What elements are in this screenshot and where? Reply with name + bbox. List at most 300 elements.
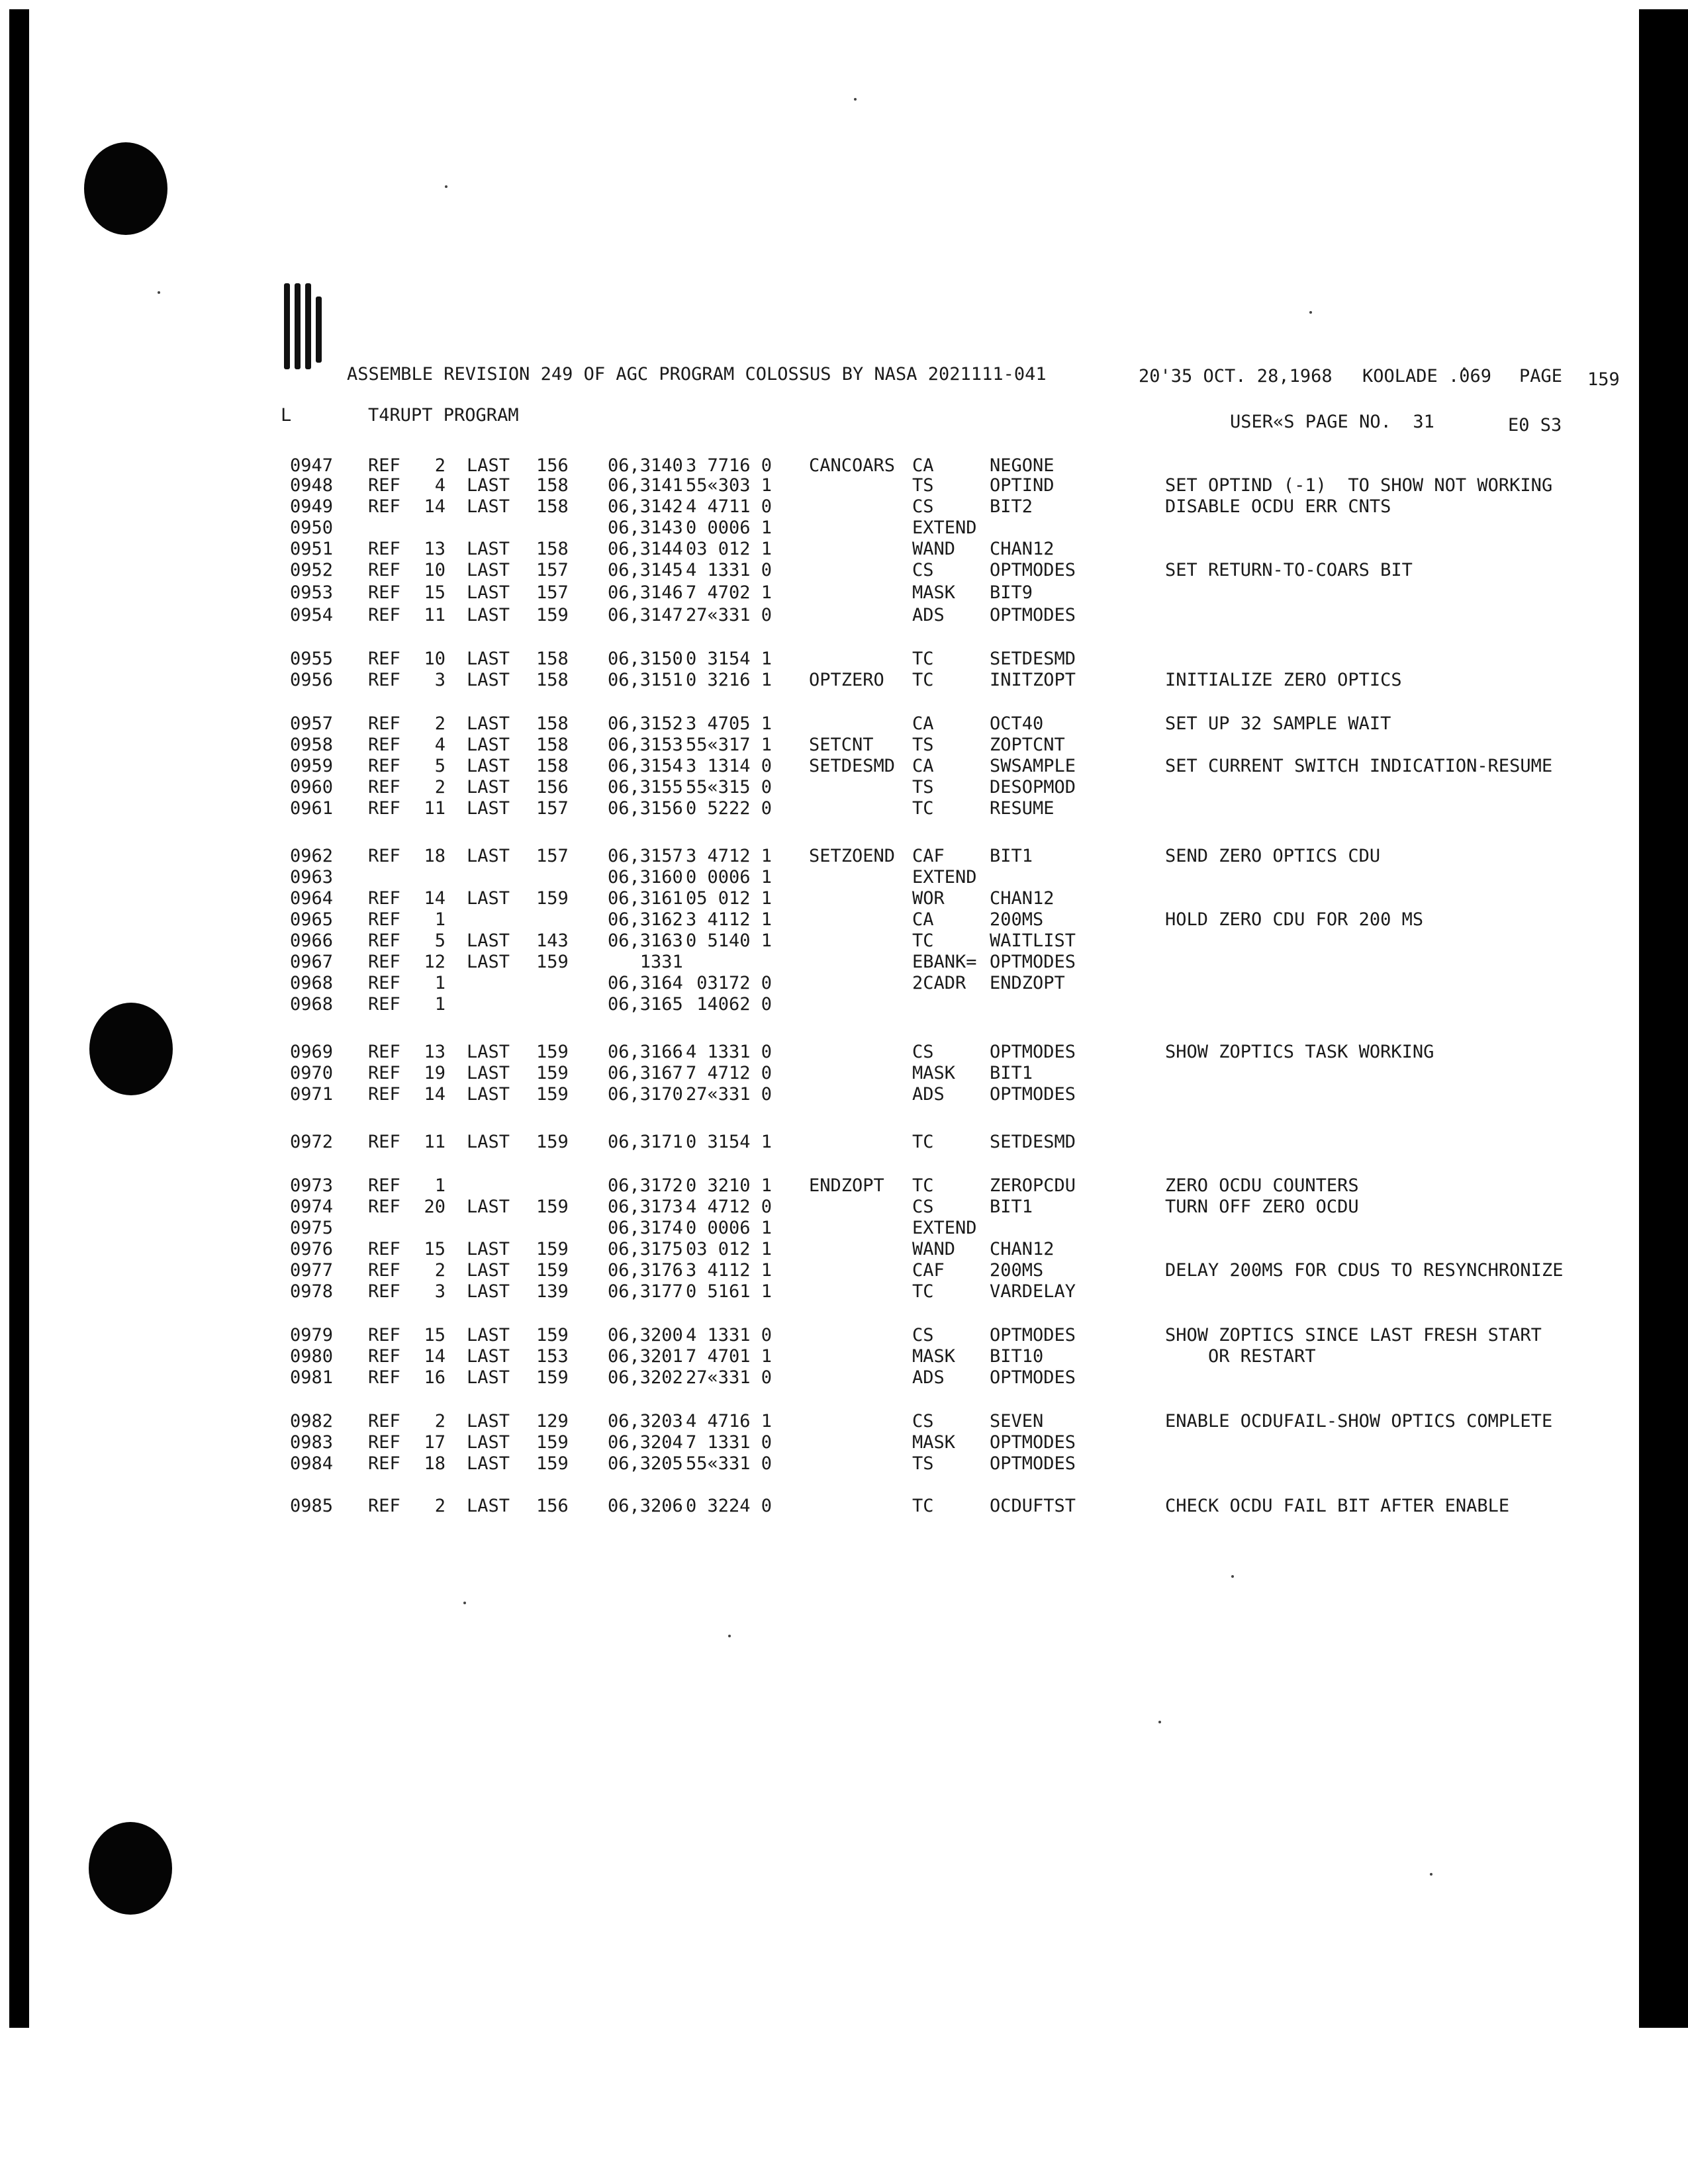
ref-marker: REF bbox=[368, 777, 400, 797]
octal-word: 05 012 1 bbox=[686, 888, 773, 909]
memory-address: 06,3147 bbox=[608, 605, 683, 625]
operand: BIT1 bbox=[990, 1197, 1033, 1217]
memory-address: 06,3144 bbox=[608, 539, 683, 559]
last-marker: LAST bbox=[467, 1084, 510, 1105]
operand: ZEROPCDU bbox=[990, 1175, 1076, 1196]
memory-address: 06,3167 bbox=[608, 1063, 683, 1083]
ref-marker: REF bbox=[368, 475, 400, 496]
ref-count: 12 bbox=[424, 952, 445, 972]
ref-count: 2 bbox=[434, 1496, 445, 1516]
operand: 200MS bbox=[990, 909, 1044, 930]
operand: OPTMODES bbox=[990, 1084, 1076, 1105]
last-marker: LAST bbox=[467, 846, 510, 866]
line-number: 0948 bbox=[290, 475, 334, 496]
last-page: 158 bbox=[536, 539, 569, 559]
ref-count: 13 bbox=[424, 1042, 445, 1062]
ref-count: 1 bbox=[434, 973, 445, 993]
last-page: 159 bbox=[536, 605, 569, 625]
last-page: 159 bbox=[536, 1063, 569, 1083]
line-number: 0974 bbox=[290, 1197, 334, 1217]
last-page: 159 bbox=[536, 1239, 569, 1259]
ref-count: 15 bbox=[424, 1239, 445, 1259]
last-marker: LAST bbox=[467, 1239, 510, 1259]
opcode: EXTEND bbox=[912, 867, 977, 887]
operand: DESOPMOD bbox=[990, 777, 1076, 797]
symbol-label: SETDESMD bbox=[809, 756, 896, 776]
opcode: ADS bbox=[912, 605, 945, 625]
last-page: 159 bbox=[536, 1432, 569, 1453]
ref-count: 3 bbox=[434, 1281, 445, 1302]
memory-address: 06,3161 bbox=[608, 888, 683, 909]
octal-word: 0 5222 0 bbox=[686, 798, 773, 819]
last-marker: LAST bbox=[467, 1281, 510, 1302]
operand: SWSAMPLE bbox=[990, 756, 1076, 776]
last-page: 143 bbox=[536, 931, 569, 951]
ref-count: 4 bbox=[434, 475, 445, 496]
last-marker: LAST bbox=[467, 735, 510, 755]
line-number: 0984 bbox=[290, 1453, 334, 1474]
last-page: 156 bbox=[536, 777, 569, 797]
opcode: CS bbox=[912, 1042, 934, 1062]
octal-word: 55«303 1 bbox=[686, 475, 773, 496]
ref-marker: REF bbox=[368, 973, 400, 993]
listing-row bbox=[0, 1084, 1688, 1105]
octal-word: 0 3154 1 bbox=[686, 1132, 773, 1152]
page-label: PAGE bbox=[1519, 366, 1563, 387]
operand: SETDESMD bbox=[990, 1132, 1076, 1152]
page-number: 159 bbox=[1587, 369, 1620, 390]
line-number: 0958 bbox=[290, 735, 334, 755]
listing-row bbox=[0, 1063, 1688, 1084]
ref-count: 19 bbox=[424, 1063, 445, 1083]
ref-count: 5 bbox=[434, 756, 445, 776]
listing-row bbox=[0, 777, 1688, 798]
octal-word: 3 4112 1 bbox=[686, 1260, 773, 1281]
octal-word: 0 3224 0 bbox=[686, 1496, 773, 1516]
operand: BIT9 bbox=[990, 582, 1033, 603]
memory-address: 06,3202 bbox=[608, 1367, 683, 1388]
binder-clip-mark bbox=[281, 283, 328, 376]
last-marker: LAST bbox=[467, 560, 510, 580]
assembly-title: ASSEMBLE REVISION 249 OF AGC PROGRAM COLOSSUS BY NASA 2021111-041 bbox=[347, 364, 1047, 385]
listing-row bbox=[0, 909, 1688, 931]
listing-row bbox=[0, 756, 1688, 777]
last-marker: LAST bbox=[467, 756, 510, 776]
operand: INITZOPT bbox=[990, 670, 1076, 690]
octal-word: 55«317 1 bbox=[686, 735, 773, 755]
memory-address: 06,3175 bbox=[608, 1239, 683, 1259]
ref-marker: REF bbox=[368, 713, 400, 734]
operand: ENDZOPT bbox=[990, 973, 1065, 993]
memory-address: 06,3162 bbox=[608, 909, 683, 930]
symbol-label: SETZOEND bbox=[809, 846, 896, 866]
octal-word: 14062 0 bbox=[686, 994, 773, 1015]
last-marker: LAST bbox=[467, 1197, 510, 1217]
line-number: 0967 bbox=[290, 952, 334, 972]
operand: OPTMODES bbox=[990, 605, 1076, 625]
memory-address: 06,3203 bbox=[608, 1411, 683, 1432]
last-marker: LAST bbox=[467, 582, 510, 603]
line-number: 0959 bbox=[290, 756, 334, 776]
last-marker: LAST bbox=[467, 931, 510, 951]
memory-address: 06,3201 bbox=[608, 1346, 683, 1367]
line-number: 0949 bbox=[290, 496, 334, 517]
listing-row bbox=[0, 735, 1688, 756]
memory-address: 06,3156 bbox=[608, 798, 683, 819]
opcode: MASK bbox=[912, 1346, 956, 1367]
octal-word: 7 4702 1 bbox=[686, 582, 773, 603]
scan-border-right bbox=[1639, 9, 1688, 2028]
ref-marker: REF bbox=[368, 846, 400, 866]
listing-row bbox=[0, 867, 1688, 888]
ref-count: 1 bbox=[434, 994, 445, 1015]
listing-row bbox=[0, 649, 1688, 670]
octal-word: 7 4701 1 bbox=[686, 1346, 773, 1367]
memory-address: 06,3154 bbox=[608, 756, 683, 776]
opcode: ADS bbox=[912, 1367, 945, 1388]
octal-word: 0 0006 1 bbox=[686, 867, 773, 887]
octal-word: 27«331 0 bbox=[686, 1367, 773, 1388]
ref-count: 11 bbox=[424, 798, 445, 819]
ref-marker: REF bbox=[368, 1281, 400, 1302]
memory-address: 06,3174 bbox=[608, 1218, 683, 1238]
line-number: 0950 bbox=[290, 518, 334, 538]
listing-row bbox=[0, 1432, 1688, 1453]
operand: RESUME bbox=[990, 798, 1055, 819]
opcode: TC bbox=[912, 1175, 934, 1196]
line-number: 0980 bbox=[290, 1346, 334, 1367]
octal-word: 0 5140 1 bbox=[686, 931, 773, 951]
operand: OPTMODES bbox=[990, 1042, 1076, 1062]
listing-row bbox=[0, 560, 1688, 581]
memory-address: 06,3155 bbox=[608, 777, 683, 797]
memory-address: 06,3166 bbox=[608, 1042, 683, 1062]
ref-marker: REF bbox=[368, 1175, 400, 1196]
last-page: 158 bbox=[536, 475, 569, 496]
operand: BIT1 bbox=[990, 846, 1033, 866]
line-number: 0979 bbox=[290, 1325, 334, 1345]
comment: SEND ZERO OPTICS CDU bbox=[1165, 846, 1381, 866]
operand: BIT10 bbox=[990, 1346, 1044, 1367]
ref-marker: REF bbox=[368, 1132, 400, 1152]
last-page: 139 bbox=[536, 1281, 569, 1302]
last-marker: LAST bbox=[467, 1325, 510, 1345]
line-number: 0954 bbox=[290, 605, 334, 625]
ref-count: 17 bbox=[424, 1432, 445, 1453]
listing-row bbox=[0, 888, 1688, 909]
ref-count: 20 bbox=[424, 1197, 445, 1217]
opcode: TS bbox=[912, 777, 934, 797]
listing-row bbox=[0, 846, 1688, 867]
comment: DELAY 200MS FOR CDUS TO RESYNCHRONIZE bbox=[1165, 1260, 1564, 1281]
memory-address: 06,3205 bbox=[608, 1453, 683, 1474]
opcode: CA bbox=[912, 713, 934, 734]
operand: OPTMODES bbox=[990, 952, 1076, 972]
last-page: 159 bbox=[536, 1325, 569, 1345]
octal-word: 0 0006 1 bbox=[686, 518, 773, 538]
listing-row bbox=[0, 582, 1688, 604]
last-marker: LAST bbox=[467, 1042, 510, 1062]
opcode: CAF bbox=[912, 846, 945, 866]
octal-word: 4 4711 0 bbox=[686, 496, 773, 517]
operand: OPTMODES bbox=[990, 1325, 1076, 1345]
comment: OR RESTART bbox=[1165, 1346, 1316, 1367]
comment: SHOW ZOPTICS SINCE LAST FRESH START bbox=[1165, 1325, 1542, 1345]
last-page: 157 bbox=[536, 582, 569, 603]
ref-count: 14 bbox=[424, 1084, 445, 1105]
ref-marker: REF bbox=[368, 560, 400, 580]
listing-row bbox=[0, 952, 1688, 973]
octal-word: 4 1331 0 bbox=[686, 560, 773, 580]
ref-marker: REF bbox=[368, 1260, 400, 1281]
symbol-label: OPTZERO bbox=[809, 670, 884, 690]
opcode: EXTEND bbox=[912, 1218, 977, 1238]
ref-count: 14 bbox=[424, 496, 445, 517]
memory-address: 06,3150 bbox=[608, 649, 683, 669]
line-number: 0968 bbox=[290, 973, 334, 993]
line-number: 0985 bbox=[290, 1496, 334, 1516]
opcode: WAND bbox=[912, 1239, 956, 1259]
line-number: 0981 bbox=[290, 1367, 334, 1388]
opcode: TS bbox=[912, 1453, 934, 1474]
last-page: 159 bbox=[536, 1132, 569, 1152]
line-number: 0955 bbox=[290, 649, 334, 669]
ref-marker: REF bbox=[368, 649, 400, 669]
octal-word: 27«331 0 bbox=[686, 1084, 773, 1105]
last-page: 159 bbox=[536, 1084, 569, 1105]
ref-marker: REF bbox=[368, 670, 400, 690]
ref-marker: REF bbox=[368, 952, 400, 972]
memory-address: 06,3170 bbox=[608, 1084, 683, 1105]
listing-row bbox=[0, 496, 1688, 518]
opcode: TC bbox=[912, 931, 934, 951]
ref-count: 2 bbox=[434, 777, 445, 797]
line-number: 0969 bbox=[290, 1042, 334, 1062]
listing-row bbox=[0, 1496, 1688, 1517]
line-number: 0963 bbox=[290, 867, 334, 887]
ref-count: 3 bbox=[434, 670, 445, 690]
memory-address: 06,3171 bbox=[608, 1132, 683, 1152]
ref-marker: REF bbox=[368, 735, 400, 755]
ref-marker: REF bbox=[368, 496, 400, 517]
opcode: CS bbox=[912, 1411, 934, 1432]
last-marker: LAST bbox=[467, 952, 510, 972]
octal-word: 3 7716 0 bbox=[686, 455, 773, 476]
last-marker: LAST bbox=[467, 649, 510, 669]
operand: CHAN12 bbox=[990, 1239, 1055, 1259]
operand: SETDESMD bbox=[990, 649, 1076, 669]
opcode: WOR bbox=[912, 888, 945, 909]
last-page: 158 bbox=[536, 756, 569, 776]
last-page: 156 bbox=[536, 455, 569, 476]
last-marker: LAST bbox=[467, 1132, 510, 1152]
operand: CHAN12 bbox=[990, 888, 1055, 909]
memory-address: 06,3157 bbox=[608, 846, 683, 866]
symbol-label: SETCNT bbox=[809, 735, 874, 755]
opcode: CS bbox=[912, 496, 934, 517]
assembly-timestamp: 20'35 OCT. 28,1968 bbox=[1139, 366, 1333, 387]
last-page: 157 bbox=[536, 846, 569, 866]
symbol-label: ENDZOPT bbox=[809, 1175, 884, 1196]
last-marker: LAST bbox=[467, 1496, 510, 1516]
memory-address: 06,3165 bbox=[608, 994, 683, 1015]
ref-marker: REF bbox=[368, 582, 400, 603]
last-page: 153 bbox=[536, 1346, 569, 1367]
listing-row bbox=[0, 1281, 1688, 1302]
ref-marker: REF bbox=[368, 1346, 400, 1367]
last-page: 159 bbox=[536, 1260, 569, 1281]
memory-address: 06,3140 bbox=[608, 455, 683, 476]
scan-border-left bbox=[9, 9, 29, 2028]
line-number: 0970 bbox=[290, 1063, 334, 1083]
ref-count: 1 bbox=[434, 909, 445, 930]
listing-row bbox=[0, 539, 1688, 560]
ref-marker: REF bbox=[368, 1432, 400, 1453]
ref-marker: REF bbox=[368, 798, 400, 819]
ref-count: 5 bbox=[434, 931, 445, 951]
opcode: MASK bbox=[912, 582, 956, 603]
memory-address: 06,3160 bbox=[608, 867, 683, 887]
last-marker: LAST bbox=[467, 1453, 510, 1474]
line-number: 0966 bbox=[290, 931, 334, 951]
line-number: 0965 bbox=[290, 909, 334, 930]
last-page: 159 bbox=[536, 1453, 569, 1474]
last-marker: LAST bbox=[467, 888, 510, 909]
comment: HOLD ZERO CDU FOR 200 MS bbox=[1165, 909, 1424, 930]
memory-address: 06,3152 bbox=[608, 713, 683, 734]
ref-count: 2 bbox=[434, 1260, 445, 1281]
operand: BIT1 bbox=[990, 1063, 1033, 1083]
octal-word: 55«315 0 bbox=[686, 777, 773, 797]
memory-address: 06,3142 bbox=[608, 496, 683, 517]
listing-row bbox=[0, 1411, 1688, 1432]
punch-hole-top bbox=[84, 142, 167, 235]
opcode: CS bbox=[912, 1325, 934, 1345]
last-marker: LAST bbox=[467, 1367, 510, 1388]
comment: DISABLE OCDU ERR CNTS bbox=[1165, 496, 1391, 517]
listing-row bbox=[0, 1260, 1688, 1281]
octal-word: 4 4716 1 bbox=[686, 1411, 773, 1432]
memory-address: 06,3163 bbox=[608, 931, 683, 951]
comment: ZERO OCDU COUNTERS bbox=[1165, 1175, 1359, 1196]
listing-row bbox=[0, 713, 1688, 735]
comment: SHOW ZOPTICS TASK WORKING bbox=[1165, 1042, 1434, 1062]
octal-word: 0 3154 1 bbox=[686, 649, 773, 669]
listing-row bbox=[0, 475, 1688, 496]
ref-marker: REF bbox=[368, 756, 400, 776]
listing-row bbox=[0, 1239, 1688, 1260]
line-number: 0983 bbox=[290, 1432, 334, 1453]
opcode: TC bbox=[912, 649, 934, 669]
memory-address: 1331 bbox=[608, 952, 683, 972]
octal-word: 3 4112 1 bbox=[686, 909, 773, 930]
line-number: 0972 bbox=[290, 1132, 334, 1152]
line-number: 0956 bbox=[290, 670, 334, 690]
octal-word: 7 4712 0 bbox=[686, 1063, 773, 1083]
octal-word: 3 4705 1 bbox=[686, 713, 773, 734]
operand: OCDUFTST bbox=[990, 1496, 1076, 1516]
memory-address: 06,3206 bbox=[608, 1496, 683, 1516]
operand: OPTMODES bbox=[990, 1367, 1076, 1388]
last-marker: LAST bbox=[467, 777, 510, 797]
operand: SEVEN bbox=[990, 1411, 1044, 1432]
line-number: 0960 bbox=[290, 777, 334, 797]
operand: 200MS bbox=[990, 1260, 1044, 1281]
memory-address: 06,3141 bbox=[608, 475, 683, 496]
memory-address: 06,3151 bbox=[608, 670, 683, 690]
line-number: 0961 bbox=[290, 798, 334, 819]
ref-marker: REF bbox=[368, 605, 400, 625]
ref-count: 18 bbox=[424, 1453, 445, 1474]
line-number: 0968 bbox=[290, 994, 334, 1015]
last-marker: LAST bbox=[467, 1063, 510, 1083]
memory-address: 06,3153 bbox=[608, 735, 683, 755]
l-marker: L bbox=[281, 405, 292, 426]
ref-marker: REF bbox=[368, 1367, 400, 1388]
ref-marker: REF bbox=[368, 1453, 400, 1474]
last-page: 158 bbox=[536, 496, 569, 517]
comment: CHECK OCDU FAIL BIT AFTER ENABLE bbox=[1165, 1496, 1510, 1516]
ref-marker: REF bbox=[368, 1239, 400, 1259]
last-page: 159 bbox=[536, 888, 569, 909]
listing-row bbox=[0, 1367, 1688, 1388]
line-number: 0964 bbox=[290, 888, 334, 909]
last-page: 158 bbox=[536, 649, 569, 669]
listing-row bbox=[0, 1453, 1688, 1475]
opcode: EBANK= bbox=[912, 952, 977, 972]
ref-marker: REF bbox=[368, 539, 400, 559]
ref-marker: REF bbox=[368, 1084, 400, 1105]
last-marker: LAST bbox=[467, 1346, 510, 1367]
opcode: CA bbox=[912, 909, 934, 930]
program-name: T4RUPT PROGRAM bbox=[368, 405, 519, 426]
opcode: MASK bbox=[912, 1063, 956, 1083]
line-number: 0952 bbox=[290, 560, 334, 580]
listing-row bbox=[0, 798, 1688, 819]
comment: INITIALIZE ZERO OPTICS bbox=[1165, 670, 1402, 690]
ref-count: 18 bbox=[424, 846, 445, 866]
operand: WAITLIST bbox=[990, 931, 1076, 951]
opcode: TC bbox=[912, 1496, 934, 1516]
opcode: ADS bbox=[912, 1084, 945, 1105]
listing-row bbox=[0, 670, 1688, 691]
last-marker: LAST bbox=[467, 605, 510, 625]
opcode: CA bbox=[912, 756, 934, 776]
opcode: TC bbox=[912, 1132, 934, 1152]
operand: OPTIND bbox=[990, 475, 1055, 496]
listing-row bbox=[0, 518, 1688, 539]
opcode: CAF bbox=[912, 1260, 945, 1281]
line-number: 0978 bbox=[290, 1281, 334, 1302]
octal-word: 4 1331 0 bbox=[686, 1325, 773, 1345]
line-number: 0953 bbox=[290, 582, 334, 603]
ref-count: 10 bbox=[424, 649, 445, 669]
last-page: 159 bbox=[536, 1197, 569, 1217]
comment: SET RETURN-TO-COARS BIT bbox=[1165, 560, 1413, 580]
operand: OCT40 bbox=[990, 713, 1044, 734]
listing-row bbox=[0, 1132, 1688, 1153]
memory-address: 06,3164 bbox=[608, 973, 683, 993]
last-page: 156 bbox=[536, 1496, 569, 1516]
octal-word: 3 1314 0 bbox=[686, 756, 773, 776]
listing-row bbox=[0, 455, 1688, 477]
last-page: 158 bbox=[536, 735, 569, 755]
listing-row bbox=[0, 1346, 1688, 1367]
ref-marker: REF bbox=[368, 909, 400, 930]
memory-address: 06,3200 bbox=[608, 1325, 683, 1345]
comment: ENABLE OCDUFAIL-SHOW OPTICS COMPLETE bbox=[1165, 1411, 1553, 1432]
last-page: 159 bbox=[536, 1367, 569, 1388]
